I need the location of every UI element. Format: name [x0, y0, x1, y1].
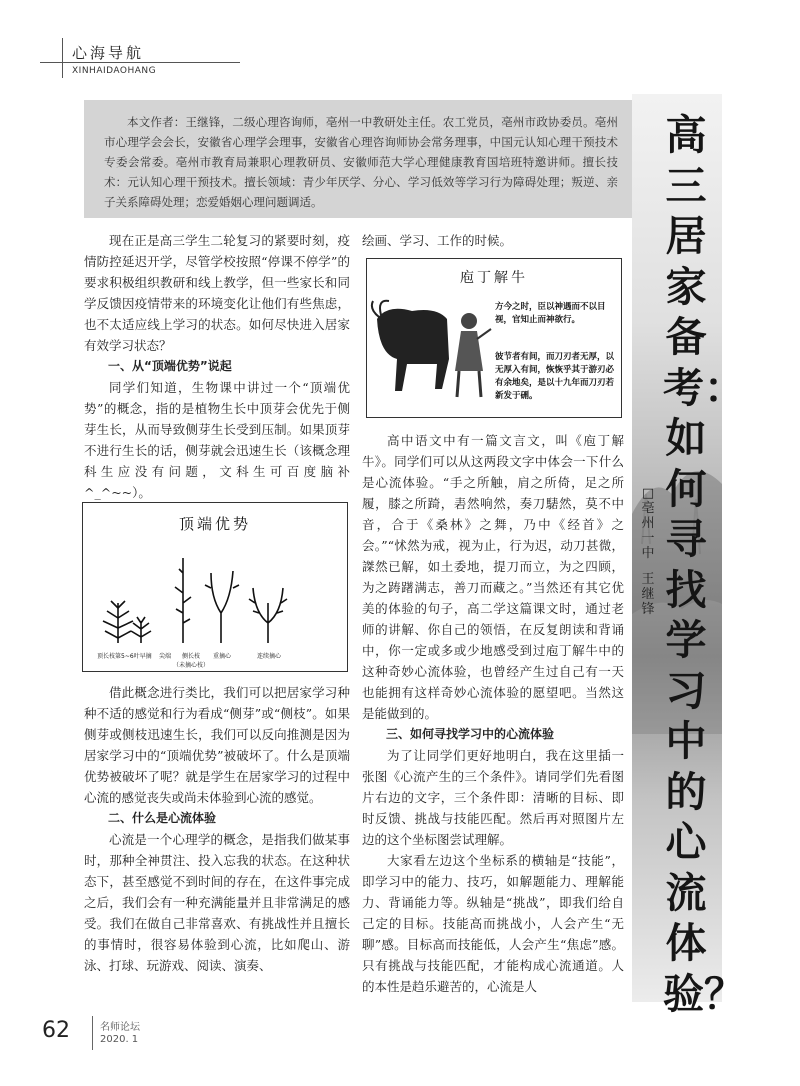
author-note-text: 本文作者：王继锋，二级心理咨询师，亳州一中教研处主任。农工党员，亳州市政协委员。亳州市心理学会会长，安徽省心理学会理事，安徽省心理咨询师协会常务理事，中国元认知心理干预技术专委会常委。亳州市教育局兼职心理教研员、安徽师范大学心理健康教育国培班特邀讲师。擅长技术：元认知心理干预技术。擅长领域：青少年厌学、分心、学习低效等学习行为障碍处理；叛逆、亲子关系障碍处理；恋爱婚姻心理问题调适。: [104, 115, 618, 209]
magazine-name: 名师论坛: [100, 1022, 140, 1033]
section-heading: 三、如何寻找学习中的心流体验: [386, 727, 555, 741]
section-subtitle: XINHAIDAOHANG: [72, 66, 157, 76]
paragraph: 大家看左边这个坐标系的横轴是“技能”，即学习中的能力、技巧，如解题能力、理解能力、背诵能力等。纵轴是“挑战”，即我们给自己定的目标。技能高而挑战小，人会产生“无聊”感。目标高而技能低，人会产生“焦虑”感。只有挑战与技能匹配，才能构成心流通道。人的本性是趋乐避苦的，心流是人: [362, 853, 624, 994]
right-column-bottom: [362, 430, 624, 997]
figure-apical-dominance: [82, 502, 348, 672]
left-column-bottom: [84, 682, 350, 976]
paragraph: 高中语文中有一篇文言文，叫《庖丁解牛》。同学们可以从这两段文字中体会一下什么是心流体验。“手之所触，肩之所倚，足之所履，膝之所踦，砉然响然，奏刀騞然，莫不中音，合于《桑林》之舞，乃中《经首》之会。”“怵然为戒，视为止，行为迟，动刀甚微，謋然已解，如土委地，提刀而立，为之四顾，为之踌躇满志，善刀而藏之。”当然还有其它优美的体验的句子，高二学这篇课文时，通过老师的讲解、你自己的领悟，在反复朗读和背诵中，你一定或多或少地感受到过庖丁解牛中的这种奇妙心流体验，也曾经产生过自己有一天也能拥有这样奇妙心流体验的愿望吧。当然这是能做到的。: [362, 433, 624, 721]
section-heading: 二、什么是心流体验: [108, 811, 217, 825]
byline-school: □亳州一中: [641, 486, 655, 561]
figure-label: 侧长枝 （未摘心枝）: [173, 653, 210, 669]
paragraph: 绘画、学习、工作的时候。: [362, 233, 513, 248]
right-column-top: [362, 230, 624, 251]
paragraph: 同学们知道，生物课中讲过一个“顶端优势”的概念，指的是植物生长中顶芽会优先于侧芽生长，从而导致侧芽生长受到压制。如果顶芽不进行生长的话，侧芽就会迅速生长（该概念理科生应没有问题，文科生可百度脑补^_^~~）。: [84, 380, 350, 500]
figure-quote: 方今之时，臣以神遇而不以目视，官知止而神欲行。: [495, 302, 606, 325]
paragraph: 为了让同学们更好地明白，我在这里插一张图《心流产生的三个条件》。请同学们先看图片右边的文字，三个条件即：清晰的目标、即时反馈、挑战与技能匹配。然后再对照图片左边的这个坐标图尝试理解。: [362, 748, 624, 847]
section-title: 心海导航: [72, 44, 145, 62]
figure-quote: 彼节者有间，而刀刃者无厚，以无厚入有间，恢恢乎其于游刃必有余地矣，是以十九年而刀刃若新发于硎。: [495, 352, 615, 401]
figure-label: 连续摘心: [257, 653, 282, 660]
header-vertical-rule: [62, 38, 63, 78]
author-note-box: [84, 100, 632, 218]
byline-name: 王继锋: [641, 572, 655, 617]
figure-label: 顶长枝第5~6叶早摘: [97, 653, 152, 660]
paragraph: 现在正是高三学生二轮复习的紧要时刻，疫情防控延迟开学，尽管学校按照“停课不停学”的要求积极组织教研和线上教学，但一些家长和同学反馈因疫情带来的环境变化让他们有些焦虑，也不太适应线上学习的状态。如何尽快进入居家有效学习状态？: [84, 233, 350, 353]
paragraph: 心流是一个心理学的概念，是指我们做某事时，那种全神贯注、投入忘我的状态。在这种状态下，甚至感觉不到时间的存在，在这件事完成之后，我们会有一种充满能量并且非常满足的感受。我们在做自己非常喜欢、有挑战性并且擅长的事情时，很容易体验到心流，比如爬山、游泳、打球、玩游戏、阅读、演奏、: [84, 832, 350, 973]
issue-number: 2020. 1: [100, 1034, 139, 1045]
figure-pao-ding: [366, 258, 622, 418]
plant-illustration: [83, 503, 347, 671]
page-number: 62: [42, 1018, 70, 1043]
figure-label: 重摘心: [213, 653, 232, 660]
left-column-top: [84, 230, 350, 503]
section-heading: 一、从“顶端优势”说起: [108, 359, 232, 373]
article-title: 高三居家备考：如何寻找学习中的心流体验？: [663, 111, 745, 1018]
figure-label: 尖端: [159, 653, 172, 660]
figure-title: 庖丁解牛: [460, 270, 528, 286]
footer-divider: [92, 1016, 93, 1050]
paragraph: 借此概念进行类比，我们可以把居家学习种种不适的感觉和行为看成“侧芽”或“侧枝”。如果侧芽或侧枝迅速生长，我们可以反向推测是因为居家学习中的“顶端优势”被破坏了。什么是顶端优势被破坏了呢？就是学生在居家学习的过程中心流的感觉丧失或尚未体验到心流的感觉。: [84, 685, 350, 805]
figure-title: 顶端优势: [178, 515, 251, 533]
